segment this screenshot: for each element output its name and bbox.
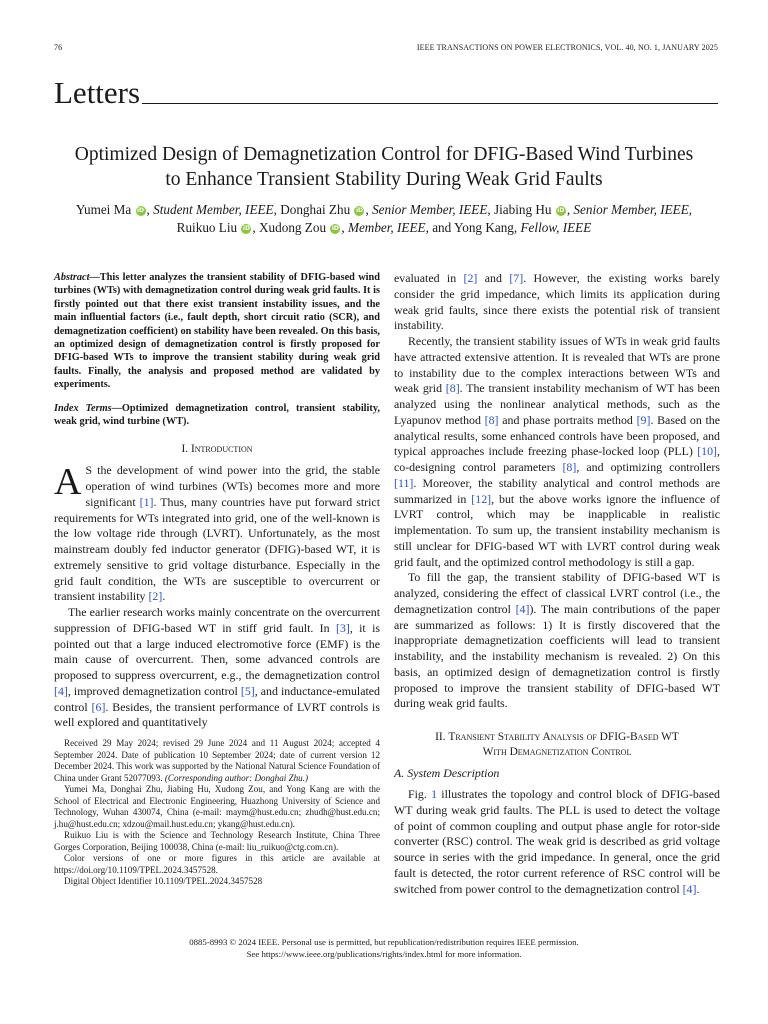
author-role: Student Member, IEEE [153, 202, 274, 217]
section-heading-line-1 [394, 730, 720, 745]
citation-link[interactable]: [2] [148, 589, 163, 604]
index-terms-label: Index Terms [54, 402, 112, 414]
intro-paragraph-5 [394, 570, 720, 712]
copyright-notice [40, 937, 728, 960]
banner-rule [142, 103, 718, 104]
title-line-1: Optimized Design of Demagnetization Control for DFIG-Based Wind Turbines [74, 144, 694, 165]
journal-header: IEEE TRANSACTIONS ON POWER ELECTRONICS, VOL. 40, NO. 1, JANUARY 2025 [416, 43, 718, 52]
subsection-number: A. [394, 766, 405, 780]
paper-title [40, 142, 728, 192]
copyright-line-1: 0885-8993 © 2024 IEEE. Personal use is permitted, but republication/redistribution requires IEEE permission. [189, 937, 579, 947]
citation-link[interactable]: [7] [509, 271, 524, 285]
author-line-2: Ruikuo Liu iD , Xudong Zou iD , Member, IEEE, and Yong Kang, Fellow, IEEE [176, 220, 592, 235]
author-role: Senior Member, IEEE [573, 202, 689, 217]
corresponding-author: (Corresponding author: Donghai Zhu.) [164, 772, 309, 783]
author-role: Senior Member, IEEE [372, 202, 488, 217]
author-name: Yong Kang [454, 220, 514, 235]
index-terms-text: —Optimized demagnetization control, transient stability, weak grid, wind turbine (WT). [54, 402, 380, 428]
text-run: and [477, 271, 510, 285]
citation-link[interactable]: [12] [471, 491, 492, 506]
section-heading-line-2: With Demagnetization Control [482, 746, 632, 758]
section-label: Letters [54, 75, 141, 110]
intro-paragraph-2 [54, 605, 380, 731]
footnote-text: Received 29 May 2024; revised 29 June 2024 and 11 August 2024; accepted 4 September 2024. Date of publication 10 September 2024; date of current version 12 December 2024. This work was supported by the National Natural Science Foundation of China under Grant 52077093. [54, 738, 380, 783]
citation-link[interactable]: [8] [562, 460, 577, 474]
abstract [54, 271, 380, 392]
index-terms [54, 402, 380, 429]
text-run: illustrates the topology and control block of DFIG-based WT during weak grid faults. The PLL is used to detect the voltage of point of common coupling and output phase angle for rotor-side converter (RSC) control. The weak grid is described as grid voltage source in series with the grid impedance. In general, once the grid fault is detected, the rotor current reference of RSC control will be switched from power control to the demagnetization control [394, 787, 720, 896]
text-run: S the development of wind power into the grid, the stable operation of wind turbines (WTs) becomes more and more significant [85, 463, 380, 509]
title-line-2: to Enhance Transient Stability During Weak Grid Faults [165, 169, 603, 190]
text-run: , co-designing control parameters [394, 444, 720, 474]
footnotes [54, 738, 380, 888]
author-name: Donghai Zhu [280, 202, 351, 217]
citation-link[interactable]: [11] [394, 475, 414, 490]
author-name: Xudong Zou [259, 220, 327, 235]
text-run: . Thus, many countries have put forward strict requirements for WTs integrated into grid, one of the well-known is the low voltage ride through (LVRT). Unfortunately, as the most mainstream doubly fed inductor generator (DFIG)-based WT, it is extremely sensitive to grid voltage disturbance. Especially in the grid fault condition, the WTs are susceptible to overcurrent or transient instability [54, 494, 380, 604]
author-name: Jiabing Hu [494, 202, 552, 217]
author-name: Ruikuo Liu [176, 220, 238, 235]
citation-link[interactable]: [8] [484, 412, 499, 427]
right-column [394, 271, 720, 897]
text-run: . [162, 589, 166, 604]
orcid-icon[interactable]: iD [331, 225, 339, 232]
figure-link[interactable]: 1 [431, 787, 438, 801]
intro-paragraph-1 [54, 463, 380, 605]
author-role: Member, IEEE [347, 220, 426, 235]
author-name: Yumei Ma [75, 202, 132, 217]
footnote-affiliation-2: Ruikuo Liu is with the Science and Technology Research Institute, China Three Gorges Corporation, Beijing 100038, China (e-mail: liu_ruikuo@ctg.com.cn). [54, 830, 380, 852]
text-run: . Besides, the transient performance of LVRT controls is well explored and quantitatively [54, 699, 380, 730]
text-run: . The transient instability mechanism of WT has been analyzed using the nonlinear analytical methods, such as the Lyapunov method [394, 381, 721, 427]
text-run: . However, the existing works barely consider the grid impedance, which limits its application during weak grid faults, since there exists the potential risk of transient instability. [394, 271, 720, 333]
copyright-line-2: See https://www.ieee.org/publications/rights/index.html for more information. [246, 948, 522, 959]
citation-link[interactable]: [1] [139, 494, 154, 509]
system-description-paragraph [394, 787, 720, 897]
citation-link[interactable]: [9] [636, 412, 651, 427]
citation-link[interactable]: [2] [463, 271, 478, 285]
text-run: . Moreover, the stability analytical and control methods are summarized in [394, 475, 720, 506]
orcid-icon[interactable]: iD [355, 207, 363, 214]
orcid-icon[interactable]: iD [557, 207, 565, 214]
subsection-heading [394, 766, 720, 781]
section-number: II. [435, 731, 446, 743]
section-title: Introduction [190, 443, 253, 456]
left-column [54, 271, 380, 731]
abstract-text: —This letter analyzes the transient stability of DFIG-based wind turbines (WTs) with demagnetization control during weak grid faults. It is firstly pointed out that there exist transient instability issues, and the main influential factors (i.e., fault depth, short circuit ratio (SCR), and demagnetization coefficient) on stability have been revealed. On this basis, an optimized design of demagnetization control is firstly proposed for DFIG-based WTs to improve the transient stability during weak grid faults. Finally, the analysis and proposed method are validated by experiments. [54, 272, 380, 391]
intro-paragraph-3 [394, 271, 720, 334]
footnote-color: Color versions of one or more figures in this article are available at https://doi.org/10.1109/TPEL.2024.3457528. [54, 853, 380, 875]
citation-link[interactable]: [4] [54, 683, 68, 698]
running-head [54, 43, 718, 55]
subsection-title: System Description [407, 766, 500, 780]
citation-link[interactable]: [4] [682, 881, 697, 896]
text-run: . Based on the analytical results, some enhanced controls have been proposed, and typical approaches include freezing phase-locked loop (PLL) [394, 412, 720, 459]
text-run: To fill the gap, the transient stability of DFIG-based WT is analyzed, considering the effect of classical LVRT control (i.e., the demagnetization control [394, 570, 720, 616]
text-run: , improved demagnetization control [67, 683, 241, 698]
orcid-icon[interactable]: iD [242, 225, 250, 232]
citation-link[interactable]: [3] [335, 620, 350, 635]
citation-link[interactable]: [5] [240, 683, 255, 698]
orcid-icon[interactable]: iD [137, 207, 145, 214]
text-run: , and optimizing controllers [576, 460, 720, 474]
citation-link[interactable]: [6] [91, 699, 106, 714]
footnote-affiliation-1: Yumei Ma, Donghai Zhu, Jiabing Hu, Xudong Zou, and Yong Kang are with the School of Electrical and Electronic Engineering, Huazhong University of Science and Technology, Wuhan 430074, China (e-mail: maym@hust.edu.cn; zhudh@hust.edu.cn; j.hu@hust.edu.cn; xdzou@mail.hust.edu.cn; ykang@hust.edu.cn). [54, 784, 380, 829]
page-number: 76 [54, 43, 63, 52]
citation-link[interactable]: [4] [515, 601, 530, 616]
section-banner [54, 76, 718, 110]
section-heading-2 [394, 730, 720, 760]
text-run: The earlier research works mainly concentrate on the overcurrent suppression of DFIG-based WT in stiff grid fault. In [54, 605, 380, 635]
citation-link[interactable]: [8] [445, 381, 460, 396]
text-run: Recently, the transient stability issues of WTs in weak grid faults have attracted extensive attention. It is revealed that WTs are prone to instability due to the complex interactions between WTs and weak grid [394, 334, 720, 396]
intro-paragraph-4 [394, 334, 720, 570]
author-line-1: Yumei Ma iD , Student Member, IEEE, Donghai Zhu iD , Senior Member, IEEE, Jiabing Hu iD , Senior Member, IEEE, [75, 202, 693, 217]
author-role: Fellow, IEEE [520, 220, 592, 235]
section-number: I. [181, 443, 189, 456]
text-run: ). The main contributions of the paper are summarized as follows: 1) It is firstly discovered that the inappropriate demagnetization coefficients will lead to transient instability, and the instability mechanism is revealed. 2) On this basis, an optimized design of demagnetization control is firstly proposed to improve the transient stability of DFIG-based WT during weak grid faults. [394, 601, 720, 711]
text-run: evaluated in [394, 271, 464, 285]
author-list [40, 201, 728, 237]
text-run: , it is pointed out that a large induced electromotive force (EMF) is the main cause of overcurrent. Then, some advanced controls are proposed to suppress overcurrent, e.g., the demagnetization control [54, 620, 380, 683]
section-heading-intro [54, 442, 380, 457]
footnote-doi: Digital Object Identifier 10.1109/TPEL.2024.3457528 [64, 876, 263, 886]
text-run: Fig. [408, 787, 432, 801]
abstract-label: Abstract [54, 272, 90, 283]
text-run: and phase portraits method [498, 412, 637, 427]
footnote-received [54, 738, 380, 784]
section-title: Transient Stability Analysis of DFIG-Based WT [448, 731, 679, 743]
citation-link[interactable]: [10] [697, 444, 718, 459]
text-run: , and inductance-emulated control [54, 683, 380, 714]
text-run: , but the above works ignore the influence of LVRT control, which may be inapplicable in realistic implementation. To sum up, the transient instability mechanism is still unclear for DFIG-based WT with LVRT control during weak grid fault, and the optimized control methodology is still a gap. [394, 491, 720, 569]
drop-cap: A [54, 461, 82, 504]
text-run: . [696, 881, 700, 896]
